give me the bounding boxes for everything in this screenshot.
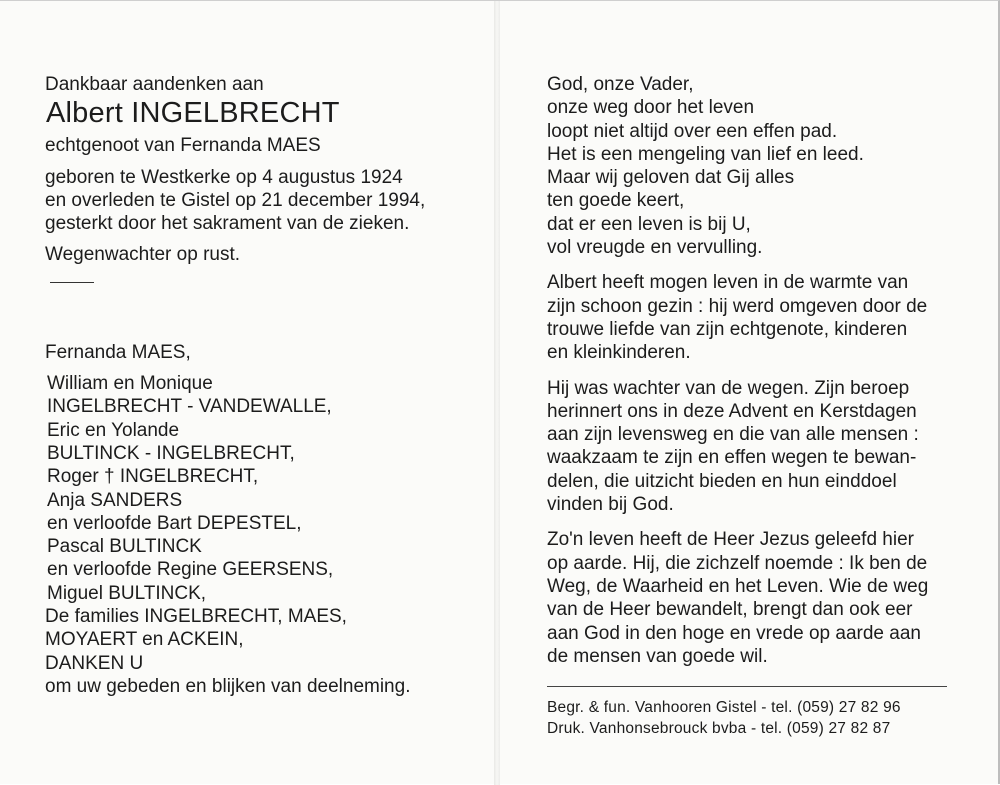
spouse-text: echtgenoot van Fernanda MAES <box>45 135 321 157</box>
poem-line: Maar wij geloven dat Gij alles <box>547 167 795 189</box>
paragraph-line: waakzaam te zijn en effen wegen te bewan- <box>547 447 917 469</box>
family-line: DANKEN U <box>45 652 144 674</box>
paragraph-line: delen, die uitzicht bieden en hun einddoel <box>547 470 897 492</box>
paragraph-line: zijn schoon gezin : hij werd omgeven door de <box>547 295 928 317</box>
family-line: INGELBRECHT - VANDEWALLE, <box>47 396 332 418</box>
paragraph-work <box>547 377 967 517</box>
family-line: De families INGELBRECHT, MAES, <box>45 606 347 628</box>
family-list <box>45 341 485 698</box>
paragraph-line: en kleinkinderen. <box>547 342 691 364</box>
family-line: Pascal BULTINCK <box>47 536 202 558</box>
death-text: en overleden te Gistel op 21 december 1994, <box>45 189 426 211</box>
birth-text: geboren te Westkerke op 4 augustus 1924 <box>45 166 403 188</box>
poem-line: loopt niet altijd over een effen pad. <box>547 120 838 142</box>
family-line: Anja SANDERS <box>47 489 183 511</box>
footer-rule <box>547 686 947 687</box>
paragraph-life <box>547 271 967 364</box>
paragraph-faith <box>547 528 967 668</box>
paragraph-line: aan God in den hoge en vrede op aarde aan <box>547 622 921 644</box>
poem <box>547 73 967 259</box>
paragraph-line: herinnert ons in deze Advent en Kerstdagen <box>547 400 917 422</box>
paragraph-line: Weg, de Waarheid en het Leven. Wie de weg <box>547 575 929 597</box>
funeral-home-credit: Begr. & fun. Vanhooren Gistel - tel. (059) 27 82 96 <box>547 699 901 717</box>
poem-line: ten goede keert, <box>547 190 685 212</box>
paragraph-line: van de Heer bewandelt, brengt dan ook eer <box>547 599 913 621</box>
card-fold <box>494 1 500 785</box>
family-line: en verloofde Bart DEPESTEL, <box>47 512 302 534</box>
paragraph-line: aan zijn levensweg en die van alle mensen : <box>547 424 919 446</box>
paragraph-line: Zo'n leven heeft de Heer Jezus geleefd hier <box>547 529 914 551</box>
paragraph-line: vinden bij God. <box>547 494 674 516</box>
family-line: Fernanda MAES, <box>45 341 191 363</box>
family-line: BULTINCK - INGELBRECHT, <box>47 442 295 464</box>
family-line: MOYAERT en ACKEIN, <box>45 629 244 651</box>
occupation-text: Wegenwachter op rust. <box>45 244 241 266</box>
paragraph-line: Hij was wachter van de wegen. Zijn beroep <box>547 377 910 399</box>
poem-line: God, onze Vader, <box>547 74 694 95</box>
intro-text: Dankbaar aandenken aan <box>45 74 264 95</box>
deceased-name: Albert INGELBRECHT <box>46 97 340 130</box>
family-line: Roger † INGELBRECHT, <box>47 466 259 488</box>
right-page <box>547 73 967 739</box>
poem-line: dat er een leven is bij U, <box>547 213 751 235</box>
poem-line: onze weg door het leven <box>547 97 755 119</box>
family-line: om uw gebeden en blijken van deelneming. <box>45 675 411 697</box>
left-page <box>45 73 485 698</box>
paragraph-line: de mensen van goede wil. <box>547 645 768 667</box>
poem-line: vol vreugde en vervulling. <box>547 237 763 259</box>
family-line: en verloofde Regine GEERSENS, <box>47 559 334 581</box>
printer-credit: Druk. Vanhonsebrouck bvba - tel. (059) 27 82 87 <box>547 720 891 738</box>
family-line: William en Monique <box>47 373 213 395</box>
poem-line: Het is een mengeling van lief en leed. <box>547 143 864 165</box>
sacrament-text: gesterkt door het sakrament van de zieken. <box>45 213 410 235</box>
paragraph-line: Albert heeft mogen leven in de warmte van <box>547 272 909 294</box>
paragraph-line: trouwe liefde van zijn echtgenote, kinderen <box>547 318 908 340</box>
paragraph-line: op aarde. Hij, die zichzelf noemde : Ik ben de <box>547 552 928 574</box>
family-line: Eric en Yolande <box>47 419 180 441</box>
family-line: Miguel BULTINCK, <box>47 582 207 604</box>
